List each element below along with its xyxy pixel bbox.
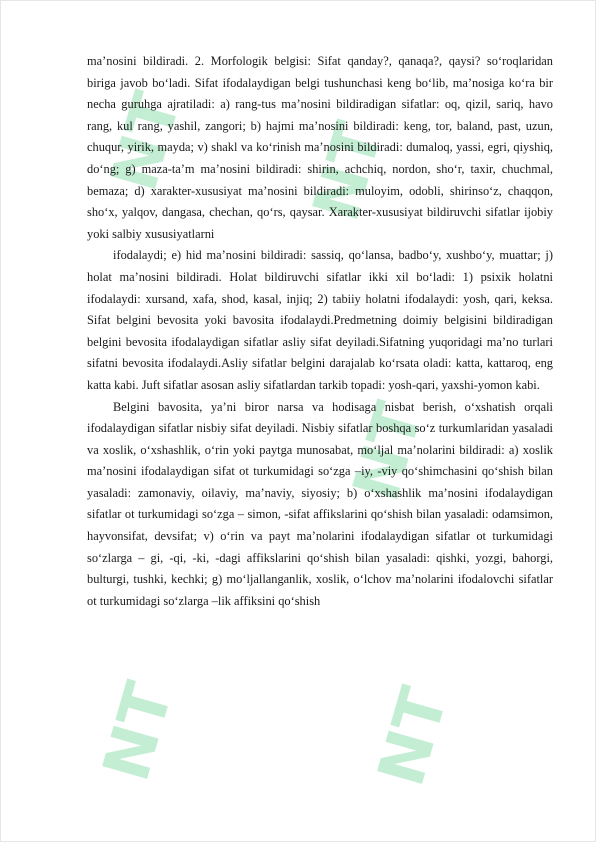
paragraph-2: ifodalaydi; e) hid ma’nosini bildiradi: sassiq, qo‘lansa, badbo‘y, xushbo‘y, muattar; j) holat ma’nosini bildiradi. Holat bildiruvchi sifatlar ikki xil bo‘ladi: 1) psixik holatni ifodalaydi: xursand, xafa, shod, kasal, injiq; 2) tabiiy holatni ifodalaydi: yosh, qari, keksa. Sifat belgini bevosita yoki bavosita ifodalaydi.Predmetning doimiy belgisini bildiradigan belgini bevosita ifodalaydigan sifatlar asliy sifat deyiladi.Sifatning yuqoridagi ma’no turlari sifatni bevosita ifodalaydi.Asliy sifatlar belgini darajalab ko‘rsata oladi: katta, kattaroq, eng katta kabi. Juft sifatlar asosan asliy sifatlardan tarkib topadi: yosh-qari, yaxshi-yomon kabi.: [87, 248, 553, 392]
watermark-logo: NT: [339, 395, 438, 509]
watermark-logo: NT: [299, 115, 398, 229]
watermark-logo: NT: [97, 85, 196, 199]
paragraph-3: Belgini bavosita, ya’ni biror narsa va hodisaga nisbat berish, o‘xshatish orqali ifodalaydigan sifatlar nisbiy sifat deyiladi. Nisbiy sifatlar boshqa so‘z turkumlaridan yasaladi va xoslik, o‘xshashlik, o‘rin yoki paytga munosabat, mo‘ljal ma’nolarini bildiradi: a) xoslik ma’nosini ifodalaydigan sifat ot turkumidagi so‘zga –iy, -viy qo‘shimchasini qo‘shish bilan yasaladi: zamonaviy, oilaviy, ma’naviy, siyosiy; b) o‘xshashlik ma’nosini ifodalaydigan sifatlar ot turkumidagi so‘zga – simon, -sifat affikslarini qo‘shish bilan yasaladi: odamsimon, hayvonsifat, devsifat; v) o‘rin va payt ma’nolarini ifodalaydigan sifatlar ot turkumidagi so‘zlarga – gi, -qi, -ki, -dagi affikslarini qo‘shish bilan yasaladi: qishki, yozgi, bahorgi, bulturgi, tushki, kechki; g) mo‘ljallanganlik, xoslik, o‘lchov ma’nolarini ifodalovchi sifatlar ot turkumidagi so‘zlarga –lik affiksini qo‘shish: [87, 399, 553, 608]
watermark-logo: NT: [364, 680, 463, 794]
watermark-logo: NT: [89, 675, 188, 789]
paragraph-1: ma’nosini bildiradi. 2. Morfologik belgisi: Sifat qanday?, qanaqa?, qaysi? so‘roqlaridan biriga javob bo‘ladi. Sifat ifodalaydigan belgi tushunchasi keng bo‘lib, ma’nosiga ko‘ra bir necha guruhga ajratiladi: a) rang-tus ma’nosini bildiradigan sifatlar: oq, qizil, sariq, havo rang, kul rang, yashil, zangori; b) hajmi ma’nosini bildiradi: keng, tor, baland, past, uzun, chuqur, yirik, mayda; v) shakl va ko‘rinish ma’nosini bildiradi: dumaloq, yassi, egri, qiyshiq, do‘ng; g) maza-ta’m ma’nosini bildiradi: shirin, achchiq, nordon, sho‘r, taxir, chuchmal, bemaza; d) xarakter-xususiyat ma’nosini bildiradi: muloyim, odobli, shirinso‘z, chaqqon, sho‘x, yalqov, dangasa, chechan, qo‘rs, qaysar. Xarakter-xususiyat bildiruvchi sifatlar ijobiy yoki salbiy xususiyatlarni: [87, 54, 553, 241]
body-text: [87, 51, 553, 612]
